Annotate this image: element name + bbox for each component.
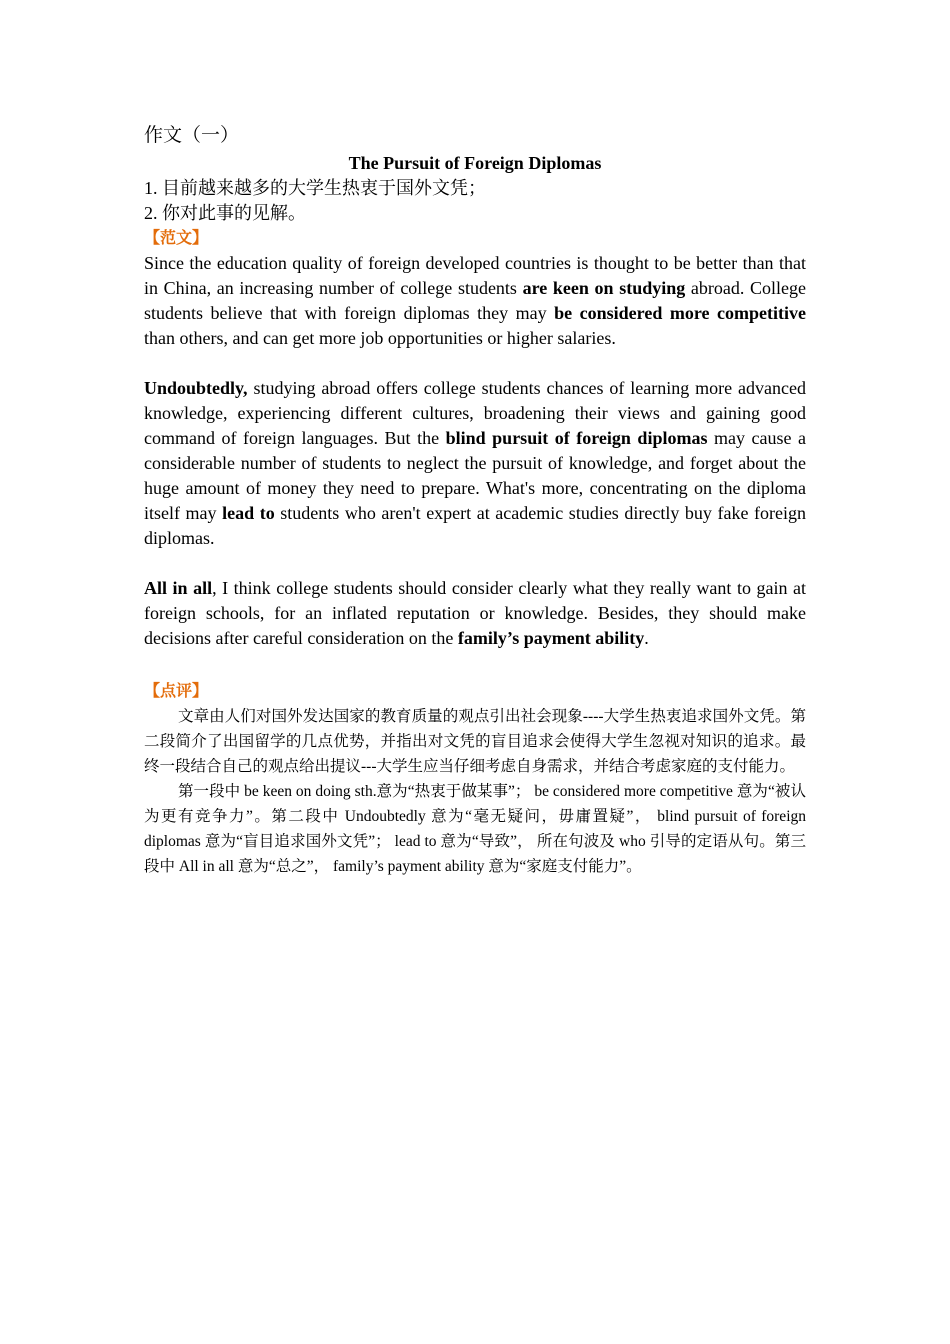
- text-run: abroad. College students believe that with foreign diplomas they may: [144, 278, 806, 323]
- key-phrase: be considered more competitive: [554, 303, 807, 323]
- key-phrase: blind pursuit of foreign diplomas: [445, 428, 708, 448]
- key-phrase: family’s payment ability: [457, 628, 645, 648]
- text-run: , I think college students should consider clearly what they really want to gain at foreign schools, for an inflated reputation or knowledge. Besides, they should make decisions after careful consideration on the: [144, 578, 807, 648]
- text-run: may cause a considerable number of students to neglect the pursuit of knowledge, and forget about the huge amount of money they need to prepare. What's more, concentrating on the diploma itself may: [144, 428, 807, 523]
- requirement-2: 2. 你对此事的见解。: [144, 203, 306, 223]
- text-run: studying abroad offers college students chances of learning more advanced knowledge, experiencing different cultures, broadening their views and gaining good command of foreign languages. But the: [144, 378, 806, 448]
- text-run: than others, and can get more job opportunities or higher salaries.: [144, 328, 616, 348]
- essay-number-heading: 作文（一）: [144, 125, 240, 146]
- key-phrase: All in all: [144, 578, 213, 598]
- key-phrase: lead to: [222, 503, 275, 523]
- essay-paragraph-3: [144, 576, 806, 651]
- essay-title: The Pursuit of Foreign Diplomas: [348, 153, 602, 173]
- spacer: [144, 651, 806, 679]
- review-section: [144, 704, 806, 879]
- essay-paragraph-2: [144, 376, 806, 551]
- review-paragraph-2: 第一段中 be keen on doing sth.意为“热衷于做某事”； be considered more competitive 意为“被认为更有竞争力”。第二段中 Undoubtedly 意为“毫无疑问，毋庸置疑”， blind pursuit of foreign diplomas 意为“盲目追求国外文凭”； lead to 意为“导致”， 所在句波及 who 引导的定语从句。第三段中 All in all 意为“总之”， family’s payment ability 意为“家庭支付能力”。: [144, 783, 806, 875]
- text-run: Since the education quality of foreign developed countries is thought to be better than that in China, an increasing number of college students: [144, 253, 806, 298]
- model-essay: [144, 251, 806, 651]
- text-run: students who aren't expert at academic studies directly buy fake foreign diplomas.: [144, 503, 807, 548]
- text-run: .: [644, 628, 649, 648]
- requirement-1: 1. 目前越来越多的大学生热衷于国外文凭；: [144, 178, 486, 198]
- key-phrase: Undoubtedly,: [144, 378, 248, 398]
- key-phrase: are keen on studying: [522, 278, 686, 298]
- model-essay-label: 【范文】: [144, 230, 209, 247]
- review-label: 【点评】: [144, 683, 209, 700]
- review-paragraph-1: 文章由人们对国外发达国家的教育质量的观点引出社会现象----大学生热衷追求国外文凭。第二段简介了出国留学的几点优势，并指出对文凭的盲目追求会使得大学生忽视对知识的追求。最终一段结合自己的观点给出提议---大学生应当仔细考虑自身需求，并结合考虑家庭的支付能力。: [144, 708, 806, 775]
- document-page: [144, 122, 806, 879]
- essay-paragraph-1: [144, 251, 806, 351]
